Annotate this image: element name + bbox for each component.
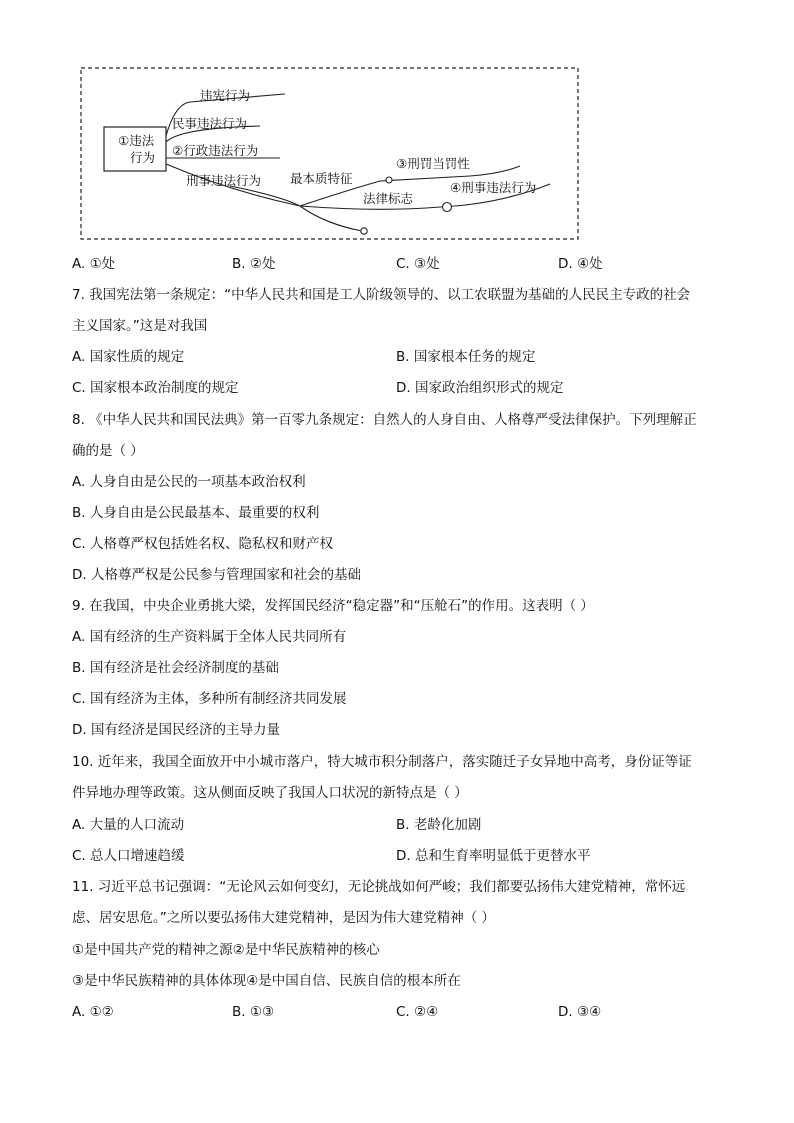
- branch-minshi-label: 民事违法行为: [172, 116, 248, 131]
- q11-option-d: D. ③④: [558, 1004, 602, 1020]
- q9-option-d: D. 国有经济是国民经济的主导力量: [72, 722, 280, 738]
- legal-mark-node: [443, 203, 452, 212]
- lower-branch-line: [300, 206, 362, 231]
- q10-stem-line2: 件异地办理等政策。这从侧面反映了我国人口状况的新特点是（ ）: [72, 785, 468, 801]
- q8-option-b: B. 人身自由是公民最基本、最重要的权利: [72, 505, 320, 521]
- q6-option-d: D. ④处: [558, 256, 603, 272]
- q9-option-a: A. 国有经济的生产资料属于全体人民共同所有: [72, 629, 347, 645]
- branch-xianfa-label: 违宪行为: [200, 88, 251, 103]
- q10-option-b: B. 老龄化加剧: [396, 817, 482, 833]
- legal-mark-label: 法律标志: [363, 191, 414, 206]
- q7-option-d: D. 国家政治组织形式的规定: [396, 380, 564, 396]
- q11-statement-line2: ③是中华民族精神的具体体现④是中国自信、民族自信的根本所在: [72, 973, 461, 989]
- q7-option-c: C. 国家根本政治制度的规定: [72, 380, 239, 396]
- q8-option-c: C. 人格尊严权包括姓名权、隐私权和财产权: [72, 536, 334, 552]
- branch-xingshi-label: 刑事违法行为: [186, 173, 262, 188]
- q9-option-b: B. 国有经济是社会经济制度的基础: [72, 660, 279, 676]
- q10-option-a: A. 大量的人口流动: [72, 817, 185, 833]
- punishable-label: ③刑罚当罚性: [396, 156, 470, 171]
- q10-option-d: D. 总和生育率明显低于更替水平: [396, 848, 591, 864]
- basic-feature-label: 最本质特征: [290, 171, 353, 186]
- box-label-line1: ①违法: [118, 133, 155, 148]
- q8-option-a: A. 人身自由是公民的一项基本政治权利: [72, 474, 306, 490]
- q11-stem-line2: 虑、居安思危。”之所以要弘扬伟大建党精神，是因为伟大建党精神（ ）: [72, 910, 496, 926]
- q9-option-c: C. 国有经济为主体，多种所有制经济共同发展: [72, 691, 347, 707]
- q7-option-b: B. 国家根本任务的规定: [396, 349, 536, 365]
- q7-stem-line1: 7. 我国宪法第一条规定：“中华人民共和国是工人阶级领导的、以工农联盟为基础的人民民主专政的社会: [72, 287, 691, 303]
- feature-node: [386, 177, 392, 183]
- q11-option-c: C. ②④: [396, 1004, 439, 1020]
- box-label-line2: 行为: [130, 150, 156, 165]
- branch-xingzheng-label: ②行政违法行为: [172, 143, 259, 158]
- q7-option-a: A. 国家性质的规定: [72, 349, 185, 365]
- q11-option-b: B. ①③: [232, 1004, 275, 1020]
- q8-stem-line1: 8. 《中华人民共和国民法典》第一百零九条规定：自然人的人身自由、人格尊严受法律保护。下列理解正: [72, 412, 697, 428]
- q7-stem-line2: 主义国家。”这是对我国: [72, 318, 208, 334]
- q6-option-a: A. ①处: [72, 256, 116, 272]
- illegal-behavior-diagram: [80, 66, 580, 242]
- q8-option-d: D. 人格尊严权是公民参与管理国家和社会的基础: [72, 567, 361, 583]
- q10-option-c: C. 总人口增速趋缓: [72, 848, 185, 864]
- q9-stem-line1: 9. 在我国，中央企业勇挑大梁，发挥国民经济“稳定器”和“压舱石”的作用。这表明（ ）: [72, 598, 594, 614]
- q6-option-b: B. ②处: [232, 256, 276, 272]
- q11-statement-line1: ①是中国共产党的精神之源②是中华民族精神的核心: [72, 942, 380, 958]
- lower-branch-node: [361, 228, 367, 234]
- q11-stem-line1: 11. 习近平总书记强调：“无论风云如何变幻，无论挑战如何严峻；我们都要弘扬伟大建党精神，常怀远: [72, 879, 686, 895]
- q8-stem-line2: 确的是（ ）: [72, 443, 144, 459]
- q10-stem-line1: 10. 近年来，我国全面放开中小城市落户，特大城市积分制落户，落实随迁子女异地中高考，身份证等证: [72, 754, 692, 770]
- q6-option-c: C. ③处: [396, 256, 440, 272]
- dashed-frame: [81, 68, 578, 239]
- q11-option-a: A. ①②: [72, 1004, 114, 1020]
- criminal-act-label: ④刑事违法行为: [450, 180, 537, 195]
